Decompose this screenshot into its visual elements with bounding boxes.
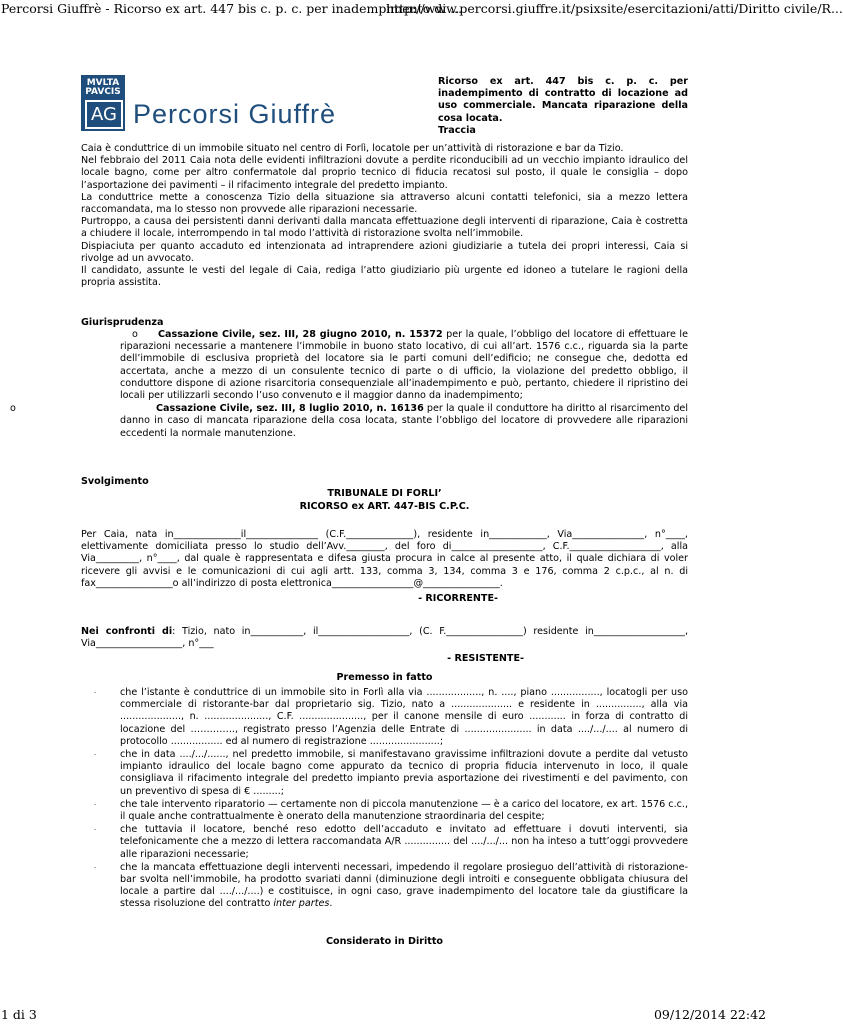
logo-emblem	[81, 75, 125, 131]
list-bullet: ·	[94, 863, 97, 872]
traccia-paragraph: Il candidato, assunte le vesti del legale di Caia, rediga l’atto giudiziario più urgente ed idoneo a tutelare le ragioni della propria assistita.	[81, 265, 688, 289]
premesso-end: .	[329, 898, 333, 910]
browser-print-footer	[0, 1006, 768, 1024]
list-bullet: o	[132, 329, 138, 340]
list-bullet: o	[10, 403, 16, 415]
svolgimento-heading: Svolgimento	[81, 476, 149, 487]
logo-motto-line2: PAVCIS	[85, 87, 121, 97]
percorsi-giuffre-logo	[81, 75, 399, 131]
ricorso-title: RICORSO ex ART. 447-BIS C.P.C.	[299, 501, 470, 512]
traccia-paragraph: Dispiaciuta per quanto accaduto ed intenzionata ad intraprendere azioni giudiziarie a tutela dei propri interessi, Caia si rivolge ad un avvocato.	[81, 240, 688, 264]
case-text: per la quale, l’obbligo del locatore di effettuare le riparazioni necessarie a mantenere l’immobile in buono stato locativo, di cui all’art. 1576 c.c., riguarda sia la parte dell’immobile di esclusiva proprietà del locatore sia le parti comuni dell’edificio; ne consegue che, dedotta ed accertata, anche a mezzo di un consulente tecnico di parte o di ufficio, la violazione del predetto obbligo, il conduttore dispone di azione risarcitoria consequenziale all’inadempimento e può, pertanto, chiedere il ripristino dei locali per utilizzarli secondo l’uso convenuto e il maggior danno da inadempimento;	[120, 329, 688, 402]
print-header-title: Percorsi Giuffrè - Ricorso ex art. 447 bis c. p. c. per inadempimento di ...	[1, 1, 463, 16]
considerato-heading: Considerato in Diritto	[325, 936, 444, 947]
resistente-label: - RESISTENTE-	[447, 653, 524, 664]
traccia-paragraph: Nel febbraio del 2011 Caia nota delle evidenti infiltrazioni dovute a perdite riconducibili ad un vecchio impianto idraulico del locale bagno, come per altro confermatole dal proprio tecnico di fiducia recatosi sul posto, il quale le consiglia – dopo l’asportazione dei pavimenti – il rifacimento integrale del predetto impianto.	[81, 155, 688, 191]
list-item	[10, 403, 688, 440]
logo-motto-line1: MVLTA	[86, 78, 120, 88]
list-bullet: ·	[94, 800, 97, 809]
list-item	[94, 861, 688, 911]
confronti-label: Nei confronti di	[81, 626, 173, 637]
traccia-paragraph: Caia è conduttrice di un immobile situato nel centro di Forlì, locatole per un’attività di ristorazione e bar da Tizio.	[81, 143, 624, 154]
list-item	[94, 749, 688, 798]
list-item	[94, 824, 688, 861]
logo-ag-mark: AG	[85, 100, 123, 129]
case-reference: Cassazione Civile, sez. III, 28 giugno 2010, n. 15372	[158, 329, 443, 340]
case-text: per la quale il conduttore ha diritto al risarcimento del danno in caso di mancata riparazione della cosa locata, stante l’obbligo del locatore di provvedere alle riparazioni eccedenti la normale manutenzione.	[120, 403, 688, 439]
traccia-heading: Traccia	[438, 125, 476, 136]
list-item	[94, 687, 688, 748]
traccia-section	[81, 143, 688, 289]
case-reference: Cassazione Civile, sez. III, 8 luglio 2010, n. 16136	[156, 403, 424, 415]
logo-name: Percorsi Giuffrè	[133, 99, 337, 129]
premesso-text: che la mancata effettuazione degli interventi necessari, impedendo il regolare prosieguo dell’attività di ristorazione-bar svolta nell’immobile, ha prodotto svariati danni (diminuzione degli introiti e conseguente obbligata chiusura del locale a partire dal ..../.../....) e costituisce, in ogni caso, grave inadempimento del locatore tale da giustificare la stessa risoluzione del contratto	[120, 861, 688, 910]
ricorrente-intro: Per Caia, nata in______________il_______________ (C.F.______________), residente in____________, Via_______________, n°____, elettivamente domiciliata presso lo studio dell’Avv.________, del foro di___________________, C.F.___________________, alla Via_________, n°____, dal quale è rappresentata e difesa giusta procura in calce al presente atto, il quale dichiara di voler ricevere gli avvisi e le comunicazioni di cui agli artt. 133, comma 3, 134, comma 3 e 176, comma 2 c.p.c., al n. di fax________________o all’indirizzo di posta elettronica_________________@________________.	[81, 529, 688, 589]
list-bullet: ·	[94, 751, 97, 760]
premesso-text: che l’istante è conduttrice di un immobile sito in Forlì alla via .................., n. ...., piano ................, locatogli per uso commerciale di ristorante-bar dal proprietario sig. Tizio, nato a .................... e residente in ..............., alla via ...................., n. ....................., C.F. ....................., per il canone mensile di euro ............ in forza di contratto di locazione del ………….., registrato presso l’Agenzia delle Entrate di ...................... in data ..../.../.... al numero di protocollo ................. ed al numero di registrazione .......................;	[120, 687, 688, 747]
court-name: TRIBUNALE DI FORLI’	[327, 488, 442, 499]
traccia-paragraph: La conduttrice mette a conoscenza Tizio della situazione sia attraverso alcuni contatti telefonici, sia a mezzo lettera raccomandata, ma lo stesso non provvede alle riparazioni necessarie.	[81, 191, 688, 216]
confronti-block	[81, 626, 688, 650]
confronti-text: : Tizio, nato in___________, il___________________, (C. F.________________) residente in___________________, Via__________________, n°___	[81, 626, 689, 650]
list-bullet: ·	[94, 689, 97, 697]
premesso-italic: inter partes	[273, 898, 330, 910]
giurisprudenza-heading: Giurisprudenza	[81, 317, 164, 328]
print-header-url: http://www.percorsi.giuffre.it/psixsite/esercitazioni/atti/Diritto civile/R...	[386, 1, 843, 16]
premesso-heading: Premesso in fatto	[336, 672, 433, 683]
ricorrente-label: - RICORRENTE-	[418, 593, 498, 604]
giurisprudenza-list	[10, 329, 688, 440]
print-page-number: 1 di 3	[1, 1007, 37, 1022]
premesso-text: che tale intervento riparatorio — certamente non di piccola manutenzione — è a carico del locatore, ex art. 1576 c.c., il quale anche contrattualmente è onerato della manutenzione straordinaria del cespite;	[120, 798, 688, 823]
traccia-paragraph: Purtroppo, a causa dei persistenti danni derivanti dalla mancata effettuazione degli interventi di riparazione, Caia è costretta a chiudere il locale, interrompendo in tal modo l’attività di ristorazione svolta nell’immobile.	[81, 216, 688, 240]
print-datetime: 09/12/2014 22:42	[653, 1007, 766, 1022]
list-item	[120, 329, 688, 402]
premesso-text: che tuttavia il locatore, benché reso edotto dell’accaduto e invitato ad effettuare i dovuti interventi, sia telefonicamente che a mezzo di lettera raccomandata A/R ............... del ..../.../... non ha inteso a tutt’oggi provvedere alle riparazioni necessarie;	[120, 824, 688, 860]
premesso-list	[94, 687, 688, 912]
document-title: Ricorso ex art. 447 bis c. p. c. per inadempimento di contratto di locazione ad uso commerciale. Mancata riparazione della cosa locata.	[438, 76, 688, 124]
premesso-text: che in data ..../.../......, nel predetto immobile, si manifestavano gravissime infiltrazioni dovute a perdite dal vetusto impianto idraulico del locale bagno come appurato da tecnico di propria fiducia intervenuto in loco, il quale consigliava il rifacimento integrale del predetto impianto previa asportazione dei rivestimenti e del pavimento, con un preventivo di spesa di € .........;	[120, 749, 688, 797]
list-bullet: ·	[94, 826, 97, 835]
list-item	[94, 798, 688, 823]
browser-print-header	[0, 0, 843, 18]
